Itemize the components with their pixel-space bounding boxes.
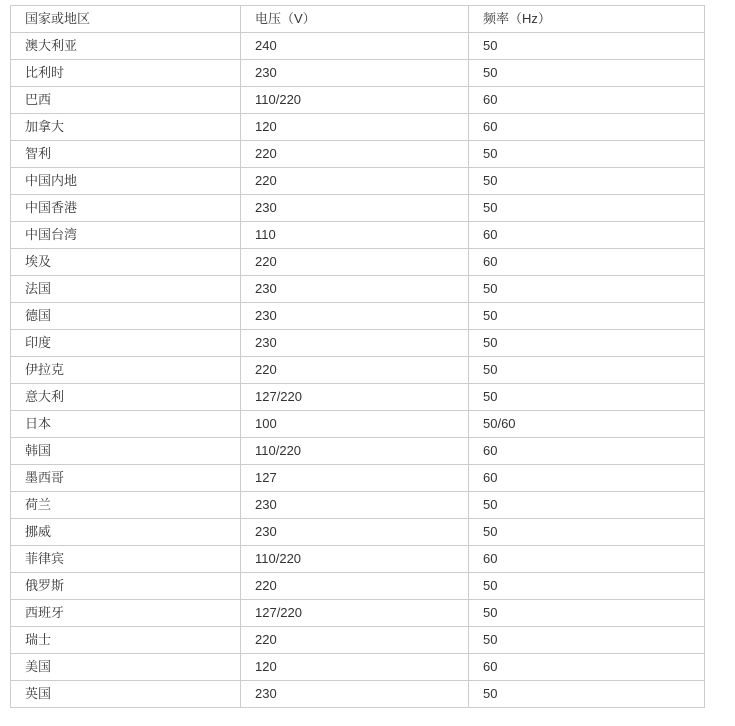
voltage-cell: 110/220 — [241, 438, 469, 465]
table-row — [11, 141, 705, 168]
table-row — [11, 573, 705, 600]
frequency-cell: 50 — [469, 627, 705, 654]
table-row — [11, 276, 705, 303]
frequency-cell: 60 — [469, 546, 705, 573]
voltage-cell: 100 — [241, 411, 469, 438]
table-row — [11, 222, 705, 249]
table-row — [11, 465, 705, 492]
frequency-cell: 50 — [469, 303, 705, 330]
column-header-voltage: 电压（V） — [241, 6, 469, 33]
country-cell: 日本 — [11, 411, 241, 438]
voltage-cell: 230 — [241, 519, 469, 546]
frequency-cell: 60 — [469, 114, 705, 141]
country-cell: 荷兰 — [11, 492, 241, 519]
frequency-cell: 60 — [469, 87, 705, 114]
table-body — [11, 33, 705, 708]
voltage-cell: 120 — [241, 114, 469, 141]
table-row — [11, 600, 705, 627]
country-cell: 俄罗斯 — [11, 573, 241, 600]
frequency-cell: 50 — [469, 573, 705, 600]
country-cell: 菲律宾 — [11, 546, 241, 573]
country-cell: 中国内地 — [11, 168, 241, 195]
column-header-country: 国家或地区 — [11, 6, 241, 33]
table-row — [11, 168, 705, 195]
table-row — [11, 87, 705, 114]
table-row — [11, 114, 705, 141]
country-cell: 埃及 — [11, 249, 241, 276]
table-row — [11, 492, 705, 519]
column-header-frequency: 频率（Hz） — [469, 6, 705, 33]
frequency-cell: 60 — [469, 249, 705, 276]
frequency-cell: 50 — [469, 168, 705, 195]
voltage-cell: 120 — [241, 654, 469, 681]
country-cell: 比利时 — [11, 60, 241, 87]
voltage-cell: 110 — [241, 222, 469, 249]
voltage-cell: 240 — [241, 33, 469, 60]
frequency-cell: 50 — [469, 600, 705, 627]
voltage-cell: 230 — [241, 303, 469, 330]
country-cell: 加拿大 — [11, 114, 241, 141]
frequency-cell: 50 — [469, 195, 705, 222]
voltage-cell: 230 — [241, 60, 469, 87]
table-row — [11, 438, 705, 465]
country-cell: 德国 — [11, 303, 241, 330]
country-cell: 澳大利亚 — [11, 33, 241, 60]
voltage-cell: 127/220 — [241, 600, 469, 627]
voltage-cell: 220 — [241, 573, 469, 600]
voltage-cell: 230 — [241, 195, 469, 222]
table-row — [11, 60, 705, 87]
country-cell: 中国台湾 — [11, 222, 241, 249]
frequency-cell: 60 — [469, 465, 705, 492]
table-row — [11, 384, 705, 411]
table-row — [11, 411, 705, 438]
frequency-cell: 50/60 — [469, 411, 705, 438]
table-row — [11, 654, 705, 681]
voltage-cell: 127/220 — [241, 384, 469, 411]
country-cell: 巴西 — [11, 87, 241, 114]
table-row — [11, 195, 705, 222]
country-cell: 伊拉克 — [11, 357, 241, 384]
country-cell: 西班牙 — [11, 600, 241, 627]
table-header — [11, 6, 705, 33]
frequency-cell: 50 — [469, 492, 705, 519]
frequency-cell: 50 — [469, 141, 705, 168]
country-cell: 智利 — [11, 141, 241, 168]
country-cell: 瑞士 — [11, 627, 241, 654]
table-row — [11, 546, 705, 573]
table-row — [11, 627, 705, 654]
frequency-cell: 50 — [469, 519, 705, 546]
country-cell: 中国香港 — [11, 195, 241, 222]
frequency-cell: 50 — [469, 33, 705, 60]
frequency-cell: 50 — [469, 357, 705, 384]
voltage-cell: 110/220 — [241, 546, 469, 573]
voltage-cell: 230 — [241, 492, 469, 519]
table-row — [11, 519, 705, 546]
voltage-cell: 230 — [241, 330, 469, 357]
table-row — [11, 249, 705, 276]
voltage-cell: 230 — [241, 681, 469, 708]
frequency-cell: 50 — [469, 276, 705, 303]
country-cell: 韩国 — [11, 438, 241, 465]
voltage-cell: 230 — [241, 276, 469, 303]
voltage-cell: 127 — [241, 465, 469, 492]
voltage-cell: 220 — [241, 249, 469, 276]
voltage-cell: 220 — [241, 357, 469, 384]
frequency-cell: 50 — [469, 330, 705, 357]
voltage-cell: 220 — [241, 627, 469, 654]
country-cell: 法国 — [11, 276, 241, 303]
table-row — [11, 330, 705, 357]
header-row — [11, 6, 705, 33]
country-cell: 美国 — [11, 654, 241, 681]
frequency-cell: 60 — [469, 222, 705, 249]
table-row — [11, 681, 705, 708]
frequency-cell: 50 — [469, 384, 705, 411]
frequency-cell: 50 — [469, 60, 705, 87]
table-row — [11, 303, 705, 330]
country-cell: 墨西哥 — [11, 465, 241, 492]
voltage-cell: 110/220 — [241, 87, 469, 114]
frequency-cell: 50 — [469, 681, 705, 708]
country-cell: 英国 — [11, 681, 241, 708]
country-cell: 意大利 — [11, 384, 241, 411]
voltage-cell: 220 — [241, 168, 469, 195]
table-row — [11, 357, 705, 384]
country-cell: 印度 — [11, 330, 241, 357]
frequency-cell: 60 — [469, 654, 705, 681]
voltage-cell: 220 — [241, 141, 469, 168]
country-cell: 挪威 — [11, 519, 241, 546]
frequency-cell: 60 — [469, 438, 705, 465]
voltage-frequency-table — [10, 5, 705, 708]
table-row — [11, 33, 705, 60]
